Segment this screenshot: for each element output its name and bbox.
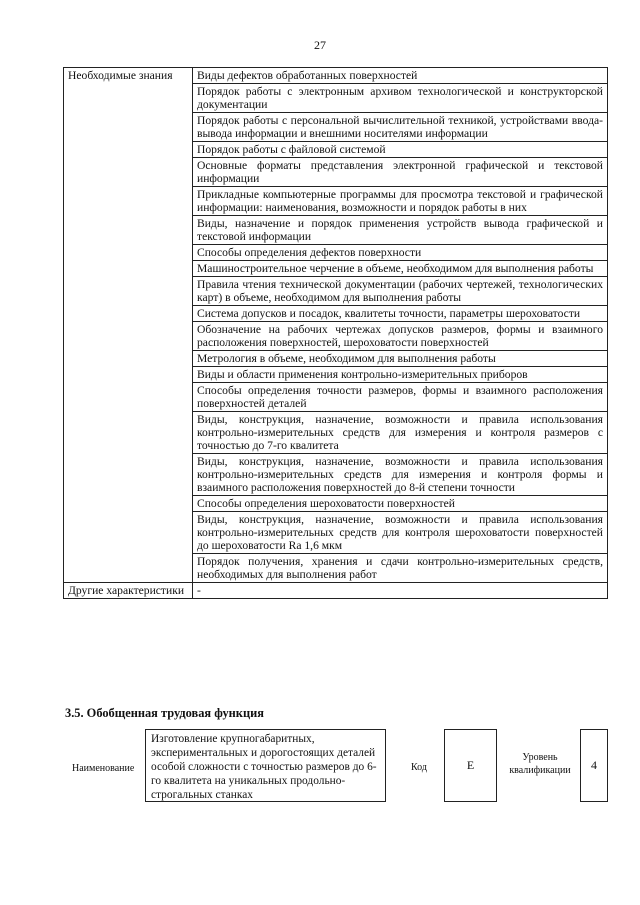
knowledge-item: Виды и области применения контрольно-измерительных приборов — [193, 367, 608, 383]
knowledge-item: Способы определения шероховатости поверхностей — [193, 496, 608, 512]
other-characteristics-header: Другие характеристики — [64, 583, 193, 599]
qualification-level-value: 4 — [580, 729, 608, 802]
code-label: Код — [411, 762, 427, 773]
page-number: 27 — [314, 38, 326, 52]
knowledge-item: Виды, конструкция, назначение, возможности и правила использования контрольно-измерительных средств для контроля шероховатости поверхностей до шероховатости Ra 1,6 мкм — [193, 512, 608, 554]
knowledge-item: Способы определения точности размеров, формы и взаимного расположения поверхностей деталей — [193, 383, 608, 412]
qualification-level-label: Уровень квалификации — [509, 752, 571, 776]
knowledge-item: Правила чтения технической документации (рабочих чертежей, технологических карт) в объеме, необходимом для выполнения работы — [193, 277, 608, 306]
knowledge-table — [63, 67, 608, 599]
section-title: 3.5. Обобщенная трудовая функция — [65, 706, 264, 720]
knowledge-item: Способы определения дефектов поверхности — [193, 245, 608, 261]
knowledge-item: Обозначение на рабочих чертежах допусков размеров, формы и взаимного расположения поверхностей, шероховатости поверхностей — [193, 322, 608, 351]
name-value: Изготовление крупногабаритных, экспериментальных и дорогостоящих деталей особой сложности с точностью размеров до 6-го квалитета на уникальных продольно-строгальных станках — [145, 729, 386, 802]
table-row — [64, 68, 608, 84]
knowledge-item: Машиностроительное черчение в объеме, необходимом для выполнения работы — [193, 261, 608, 277]
knowledge-item: Порядок работы с файловой системой — [193, 142, 608, 158]
knowledge-header-cell: Необходимые знания — [64, 68, 193, 583]
other-characteristics-value: - — [193, 583, 608, 599]
knowledge-item: Порядок работы с персональной вычислительной техникой, устройствами ввода-вывода информации и внешними носителями информации — [193, 113, 608, 142]
knowledge-item: Основные форматы представления электронной графической и текстовой информации — [193, 158, 608, 187]
name-label: Наименование — [72, 763, 135, 774]
knowledge-item: Виды, конструкция, назначение, возможности и правила использования контрольно-измерительных средств для измерения и контроля размеров с точностью до 7-го квалитета — [193, 412, 608, 454]
knowledge-item: Метрология в объеме, необходимом для выполнения работы — [193, 351, 608, 367]
knowledge-item: Система допусков и посадок, квалитеты точности, параметры шероховатости — [193, 306, 608, 322]
knowledge-item: Виды дефектов обработанных поверхностей — [193, 68, 608, 84]
knowledge-item: Прикладные компьютерные программы для просмотра текстовой и графической информации: наименования, возможности и порядок работы в них — [193, 187, 608, 216]
table-row — [64, 583, 608, 599]
knowledge-item: Порядок работы с электронным архивом технологической и конструкторской документации — [193, 84, 608, 113]
knowledge-item: Виды, конструкция, назначение, возможности и правила использования контрольно-измерительных средств для измерения и контроля формы и взаимного расположения поверхностей до 8-й степени точности — [193, 454, 608, 496]
code-value: E — [444, 729, 497, 802]
knowledge-item: Порядок получения, хранения и сдачи контрольно-измерительных средств, необходимых для выполнения работ — [193, 554, 608, 583]
knowledge-item: Виды, назначение и порядок применения устройств вывода графической и текстовой информации — [193, 216, 608, 245]
